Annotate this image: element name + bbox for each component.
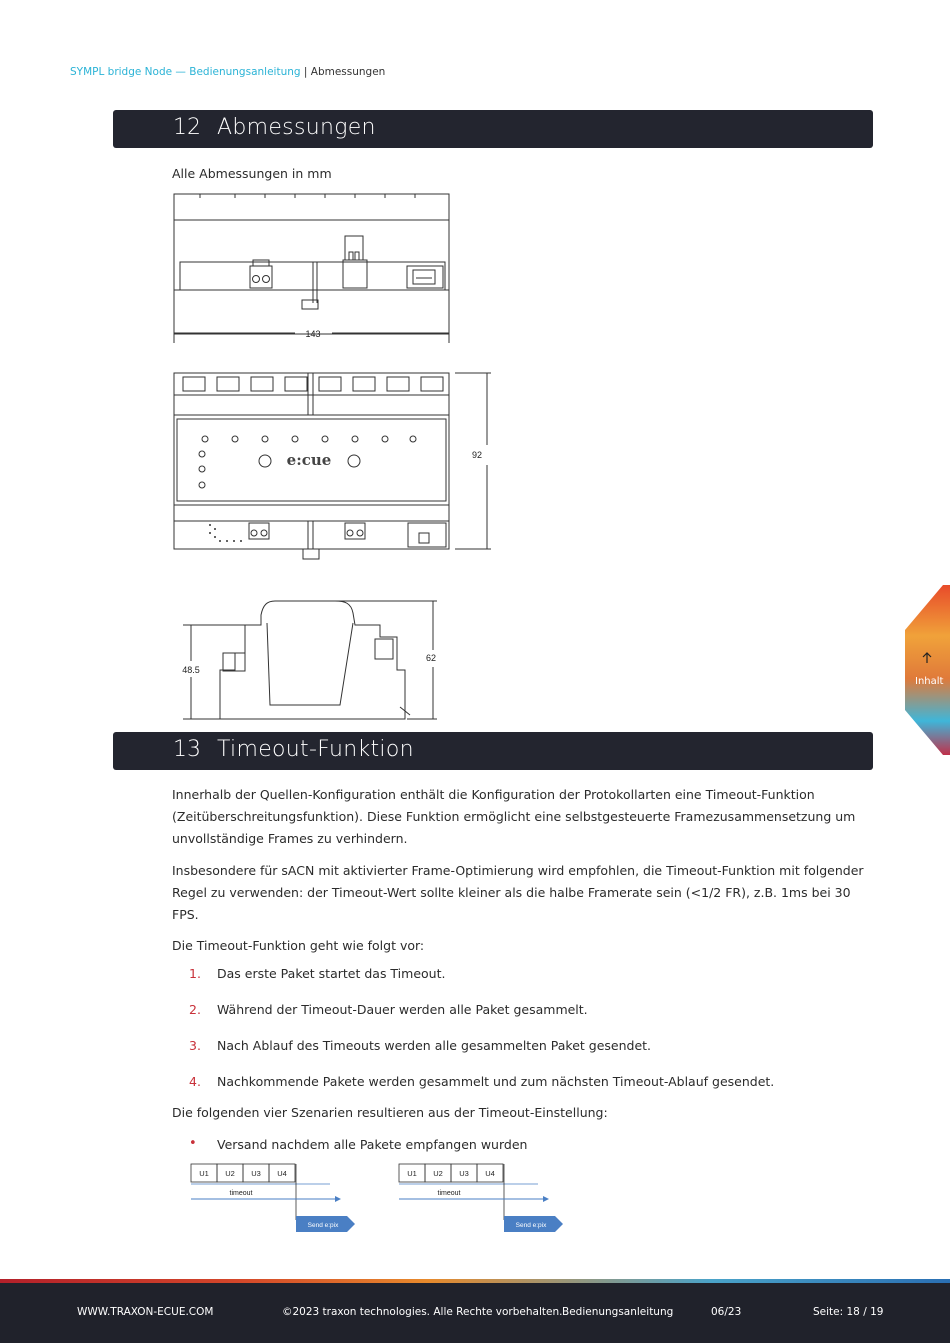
universe-label: U1 [199, 1169, 209, 1178]
breadcrumb [70, 66, 385, 78]
universe-label: U1 [407, 1169, 417, 1178]
universe-label: U4 [277, 1169, 287, 1178]
section-13-header [113, 732, 873, 770]
universe-label: U2 [225, 1169, 235, 1178]
toc-tab-button[interactable] [903, 585, 950, 755]
footer-copyright: ©2023 traxon technologies. Alle Rechte vorbehalten. [282, 1306, 563, 1318]
dimensions-note: Alle Abmessungen in mm [172, 166, 332, 181]
section-13-title: Timeout-Funktion [217, 737, 414, 762]
step-text: Nach Ablauf des Timeouts werden alle gesammelten Paket gesendet. [217, 1038, 652, 1053]
bullet-dot-icon: • [189, 1136, 197, 1151]
dim-depth-total-label: 62 [425, 653, 437, 663]
step-number: 4. [189, 1074, 201, 1089]
step-number: 2. [189, 1002, 201, 1017]
footer-date: 06/23 [711, 1306, 742, 1318]
timeout-label: timeout [437, 1190, 461, 1197]
list-item [172, 966, 872, 1002]
step-text: Das erste Paket startet das Timeout. [217, 966, 446, 981]
section-13-number: 13 [173, 737, 201, 762]
timeout-steps-list [172, 966, 872, 1110]
footer-website-link[interactable]: WWW.TRAXON-ECUE.COM [77, 1306, 214, 1318]
dim-height-label: 92 [471, 450, 483, 460]
send-label: Send e:pix [307, 1222, 339, 1229]
breadcrumb-separator: | [300, 66, 311, 78]
footer-page-number: Seite: 18 / 19 [813, 1306, 884, 1318]
paragraph-intro: Innerhalb der Quellen-Konfiguration enthält die Konfiguration der Protokollarten eine Timeout-Funktion (Zeitüberschreitungsfunktion). Diese Funktion ermöglicht eine selbstgesteuerte Framezusammensetzung um unvollständige Frames zu verhindern. [172, 787, 856, 846]
scenario-text: Versand nachdem alle Pakete empfangen wurden [217, 1137, 528, 1152]
page-footer [0, 1283, 950, 1343]
device-front-view-drawing [165, 365, 495, 565]
paragraph-procedure: Die Timeout-Funktion geht wie folgt vor: [172, 938, 425, 953]
list-item [172, 1002, 872, 1038]
section-12-title: Abmessungen [217, 115, 376, 140]
dim-width-label: 143 [305, 329, 321, 339]
universe-label: U3 [251, 1169, 261, 1178]
step-text: Während der Timeout-Dauer werden alle Paket gesammelt. [217, 1002, 588, 1017]
section-12-number: 12 [173, 115, 201, 140]
universe-label: U4 [485, 1169, 495, 1178]
universe-label: U3 [459, 1169, 469, 1178]
device-side-view-drawing [175, 595, 445, 725]
timing-diagram-right [399, 1164, 563, 1232]
ecue-logo: e:cue [286, 451, 332, 469]
paragraph-scenarios: Die folgenden vier Szenarien resultieren aus der Timeout-Einstellung: [172, 1105, 608, 1120]
footer-doc-type: Bedienungsanleitung [562, 1306, 674, 1318]
toc-label[interactable]: Inhalt [915, 676, 944, 687]
step-number: 3. [189, 1038, 201, 1053]
paragraph-sacn: Insbesondere für sACN mit aktivierter Frame-Optimierung wird empfohlen, die Timeout-Funktion mit folgender Regel zu verwenden: der Timeout-Wert sollte kleiner als die halbe Framerate sein (<1/2 FR), z.B. 1ms bei 30 FPS. [172, 863, 864, 922]
universe-label: U2 [433, 1169, 443, 1178]
breadcrumb-section: Abmessungen [310, 66, 386, 78]
list-item [172, 1038, 872, 1074]
timeout-timing-diagram [185, 1160, 585, 1240]
dim-depth-front-label: 48.5 [182, 665, 200, 675]
device-top-view-drawing [165, 188, 465, 348]
section-12-header [113, 110, 873, 148]
timing-diagram-left [191, 1164, 355, 1232]
send-label: Send e:pix [515, 1222, 547, 1229]
step-number: 1. [189, 966, 201, 981]
breadcrumb-doc-link[interactable]: SYMPL bridge Node — Bedienungsanleitung [70, 66, 301, 78]
timeout-label: timeout [229, 1190, 253, 1197]
step-text: Nachkommende Pakete werden gesammelt und zum nächsten Timeout-Ablauf gesendet. [217, 1074, 775, 1089]
